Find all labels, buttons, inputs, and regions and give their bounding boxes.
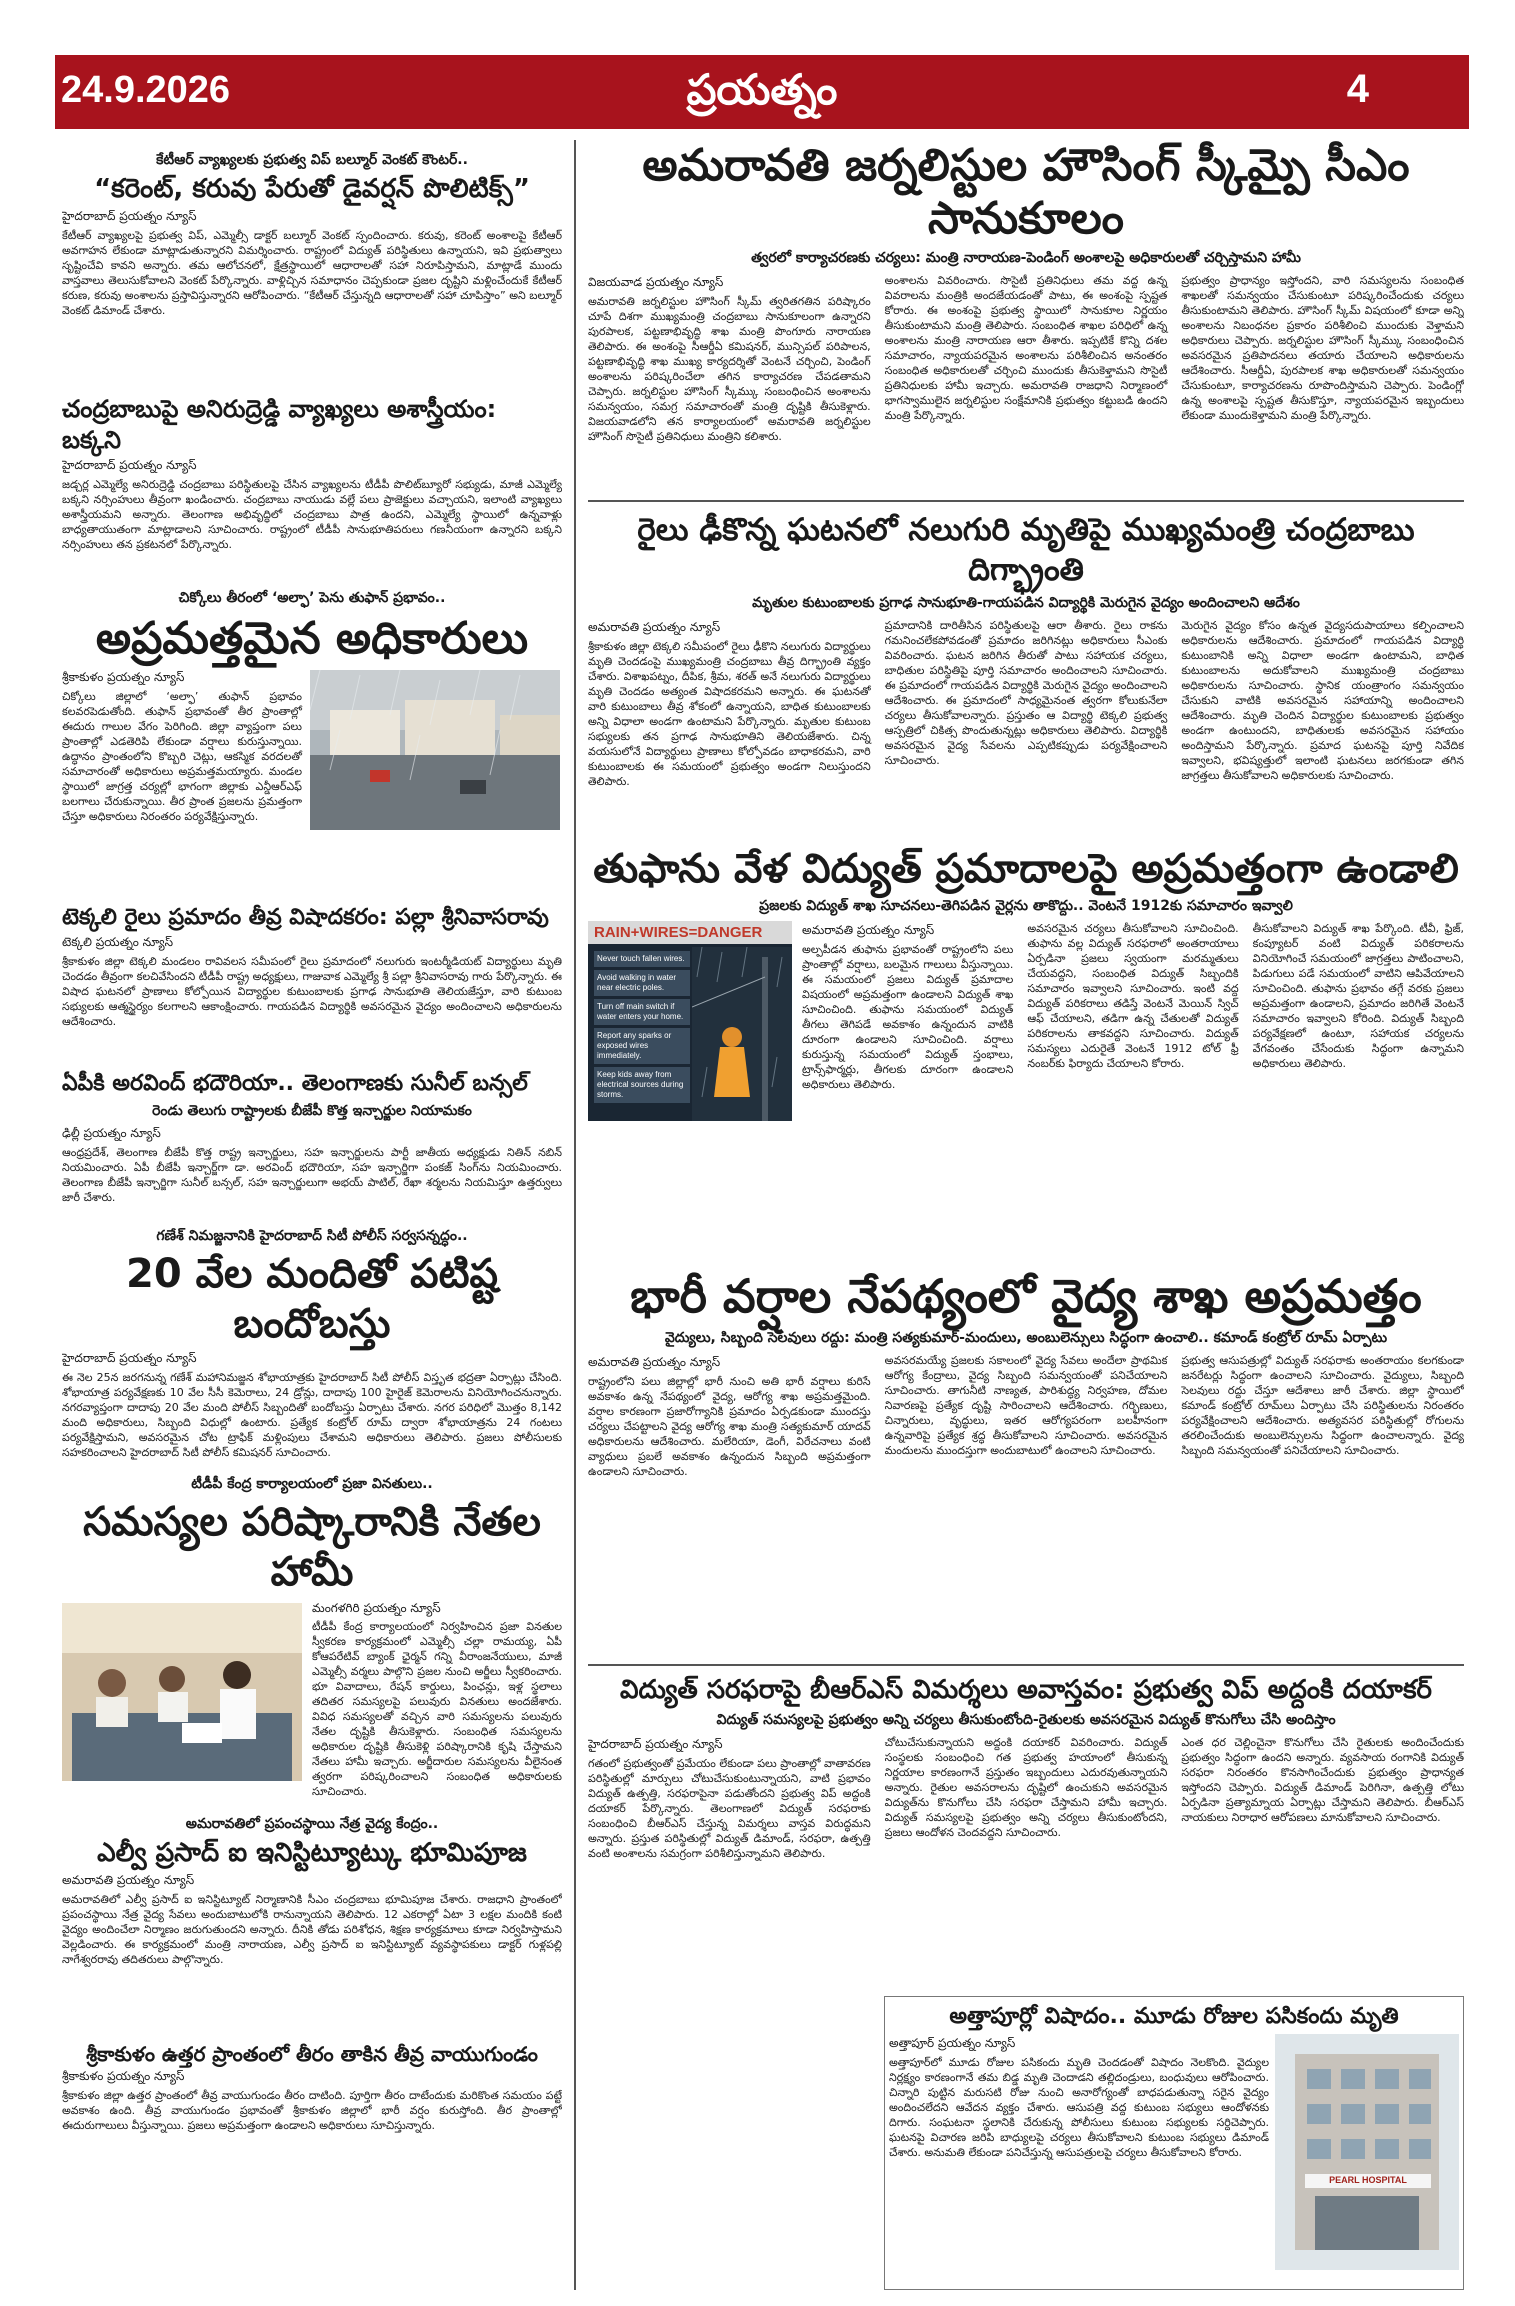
article-body-col3: తీసుకోవాలని విద్యుత్ శాఖ పేర్కొంది. టీవీ, ఫ్రిజ్, కంప్యూటర్ వంటి విద్యుత్ పరికరాలను వినియోగించే సమయంలో జాగ్రత్తలు పాటించాలని, పిడుగులు పడే సమయంలో వాటిని ఆపివేయాలని సూచించింది. తుఫాను ప్రభావం తగ్గే వరకు ప్రజలు అప్రమత్తంగా ఉండాలని, ప్రమాదం జరిగితే వెంటనే సమాచారం ఇవ్వాలని కోరింది. విద్యుత్ సిబ్బంది పర్యవేక్షణలో ఉంటూ, సహాయక చర్యలను వేగవంతం చేసేందుకు సిద్ధంగా ఉన్నామని అధికారులు తెలిపారు. bbox=[1252, 922, 1464, 1070]
article-headline: తుఫాను వేళ విద్యుత్ ప్రమాదాలపై అప్రమత్తంగా ఉండాలి bbox=[593, 846, 1459, 892]
article-dateline: టెక్కలి ప్రయత్నం న్యూస్ bbox=[62, 934, 174, 949]
article-bjp-incharges bbox=[62, 1068, 562, 1220]
article-kicker: గణేశ్ నిమజ్జనానికి హైదరాబాద్ సిటీ పోలీస్ సర్వసన్నద్ధం.. bbox=[156, 1228, 468, 1244]
issue-date: 24.9.2026 bbox=[61, 69, 231, 111]
article-kicker: టీడీపీ కేంద్ర కార్యాలయంలో ప్రజా వినతులు.. bbox=[191, 1476, 433, 1492]
article-dateline: హైదరాబాద్ ప్రయత్నం న్యూస్ bbox=[62, 208, 197, 223]
article-subheadline: మృతుల కుటుంబాలకు ప్రగాఢ సానుభూతి-గాయపడిన విద్యార్థికి మెరుగైన వైద్యం అందించాలని ఆదేశం bbox=[752, 594, 1300, 611]
article-body: జడ్చర్ల ఎమ్మెల్యే అనిరుద్రెడ్డి చంద్రబాబు పరిస్థితులపై చేసిన వ్యాఖ్యలను టీడీపీ పొలిట్‌బ్యూరో సభ్యుడు, మాజీ ఎమ్మెల్యే బక్కని నర్సింహులు తీవ్రంగా ఖండించారు. చంద్రబాబు నాయుడు వల్లే పలు ప్రాజెక్టులు వచ్చాయని, ఇలాంటి వ్యాఖ్యలు అశాస్త్రీయమని అన్నారు. తెలంగాణ అభివృద్ధిలో చంద్రబాబు పాత్ర ఉందని, ఎమ్మెల్యే స్థాయిలో ఉన్నవాళ్లు బాధ్యతాయుతంగా మాట్లాడాలని సూచించారు. రాష్ట్రంలో టీడీపీ సానుభూతిపరులు గణనీయంగా ఉన్నారని బక్కని నర్సింహులు తన ప్రకటనలో పేర్కొన్నారు. bbox=[62, 478, 562, 552]
article-headline: విద్యుత్ సరఫరాపై బీఆర్ఎస్ విమర్శలు అవాస్తవం: ప్రభుత్వ విప్ అద్దంకి దయాకర్ bbox=[620, 1675, 1432, 1705]
article-dateline: మంగళగిరి ప్రయత్నం న్యూస్ bbox=[312, 1601, 441, 1615]
infographic-title: RAIN+WIRES=DANGER bbox=[588, 921, 792, 944]
article-body: శ్రీకాకుళం జిల్లా టెక్కలి మండలం రావివలస సమీపంలో రైలు ప్రమాదంలో నలుగురు ఇంటర్మీడియట్ విద్యార్థులు మృతి చెందడం తీవ్రంగా కలచివేసిందని టీడీపీ రాష్ట్ర అధ్యక్షులు, గాజువాక ఎమ్మెల్యే శ్రీ పల్లా శ్రీనివాసరావు గారు పేర్కొన్నారు. ఈ విషాద ఘటనలో ప్రాణాలు కోల్పోయిన విద్యార్థుల కుటుంబాలకు ప్రగాఢ సానుభూతి తెలియజేస్తూ, వారి కుటుంబ సభ్యులకు ఆత్మస్థైర్యం కలగాలని ఆకాంక్షించారు. గాయపడిన విద్యార్థికి అవసరమైన వైద్యం అందించాలని అధికారులను ఆదేశించారు. bbox=[62, 954, 562, 1028]
article-dateline: అత్తాపూర్ ప్రయత్నం న్యూస్ bbox=[889, 2035, 1016, 2050]
section-divider bbox=[588, 1664, 1464, 1666]
article-body: చిక్కోలు జిల్లాలో ‘అల్ఫా’ తుఫాన్ ప్రభావం కలవరపెడుతోంది. తుఫాన్ ప్రభావంతో తీర ప్రాంతాల్లో ఈదురు గాలుల వేగం పెరిగింది. జిల్లా వ్యాప్తంగా పలు ప్రాంతాల్లో ఎడతెరిపి లేకుండా వర్షాలు కురుస్తున్నాయి. ఉద్ధానం ప్రాంతంలోని కొబ్బరి చెట్లు, ఆకస్మిక వరదలతో సమాచారంతో అధికారులు అప్రమత్తమయ్యారు. మండల స్థాయిలో జాగ్రత్త చర్యల్లో భాగంగా జిల్లాకు ఎన్డీఆర్ఎఫ్ బలగాలు చేరుకున్నాయి. తీర ప్రాంత ప్రజలను ప్రమత్తంగా చేస్తూ అధికారులు నిరంతరం పర్యవేక్షిస్తున్నారు. bbox=[62, 690, 302, 823]
page-number: 4 bbox=[1346, 67, 1369, 111]
article-body-col2: అవసరమైన చర్యలు తీసుకోవాలని సూచించింది. తుఫాను వల్ల విద్యుత్ సరఫరాలో అంతరాయాలు ఏర్పడినా ప్రజలు స్వయంగా మరమ్మతులు చేయవద్దని, సంబంధిత విద్యుత్ సిబ్బందికి సమాచారం ఇవ్వాలని సూచించారు. ఇంటి వద్ద విద్యుత్ పరికరాలు తడిస్తే వెంటనే మెయిన్ స్విచ్ ఆఫ్ చేయాలని, తడిగా ఉన్న చేతులతో విద్యుత్ పరికరాలను తాకవద్దని సూచించారు. విద్యుత్ సమస్యలు ఎదురైతే వెంటనే 1912 టోల్ ఫ్రీ నంబర్‌కు ఫిర్యాదు చేయాలని కోరారు. bbox=[1027, 922, 1239, 1070]
article-dateline: హైదరాబాద్ ప్రయత్నం న్యూస్ bbox=[62, 458, 197, 473]
article-headline: అత్తాపూర్లో విషాదం.. మూడు రోజుల పసికందు మృతి bbox=[949, 2004, 1399, 2029]
article-headline: చంద్రబాబుపై అనిరుద్రెడ్డి వ్యాఖ్యలు అశాస్త్రీయం: బక్కని bbox=[62, 395, 497, 455]
article-subheadline: విద్యుత్ సమస్యలపై ప్రభుత్వం అన్ని చర్యలు తీసుకుంటోంది-రైతులకు అవసరమైన విద్యుత్ కొనుగోలు చేసి అందిస్తాం bbox=[716, 1711, 1336, 1728]
article-body-col2: ప్రమాదానికి దారితీసిన పరిస్థితులపై ఆరా తీశారు. రైలు రాకను గమనించలేకపోవడంతో ప్రమాదం జరిగినట్లు అధికారులు సీఎంకు వివరించారు. ఘటన జరిగిన తీరుతో పాటు సహాయక చర్యలు, బాధితుల పరిస్థితిపై పూర్తి సమాచారం అందించాలని సూచించారు. ఈ ప్రమాదంలో గాయపడిన విద్యార్థికి మెరుగైన వైద్యం అందించాలని ఆదేశించారు. ఈ ప్రమాదంలో సాధ్యమైనంత త్వరగా కోలుకునేలా చర్యలు తీసుకోవాలన్నారు. ప్రస్తుతం ఆ విద్యార్థి టెక్కలి ప్రభుత్వ ఆస్పత్రిలో చికిత్స పొందుతున్నట్లు అధికారులు తెలిపారు. విద్యార్థికి అవసరమైన వైద్య సేవలను ఎప్పటికప్పుడు పర్యవేక్షించాలని సూచించారు. bbox=[884, 618, 1168, 767]
masthead-band bbox=[55, 55, 1469, 129]
article-headline: టెక్కలి రైలు ప్రమాదం తీవ్ర విషాదకరం: పల్లా శ్రీనివాసరావు bbox=[62, 905, 549, 930]
article-body: ఈ నెల 25న జరగనున్న గణేశ్ మహానిమజ్జన శోభాయాత్రకు హైదరాబాద్ సిటీ పోలీస్ విస్తృత భద్రతా ఏర్పాట్లు చేసింది. శోభాయాత్ర పర్యవేక్షణకు 10 వేల సీసీ కెమెరాలు, 24 డ్రోన్లు, దాదాపు 100 హైరైజ్ కెమెరాలను వినియోగించనున్నారు. నగరవ్యాప్తంగా దాదాపు 20 వేల మంది పోలీస్ సిబ్బందితో బందోబస్తు ఏర్పాటు చేశారు. నగర పరిధిలో మొత్తం 8,142 మంది అధికారులు, సిబ్బంది విధుల్లో ఉంటారు. ప్రత్యేక కంట్రోల్ రూమ్ ద్వారా శోభాయాత్రను 24 గంటలు పర్యవేక్షిస్తామని, అవసరమైన చోట ట్రాఫిక్ మళ్లింపులు చేశామని అధికారులు తెలిపారు. ప్రజలు పోలీసులకు సహకరించాలని హైదరాబాద్ సిటీ పోలీస్ కమిషనర్ సూచించారు. bbox=[62, 1371, 562, 1459]
article-dateline: విజయవాడ ప్రయత్నం న్యూస్ bbox=[588, 274, 724, 289]
infographic-tip: Report any sparks or exposed wires immediately. bbox=[594, 1028, 690, 1064]
article-body-col2: చోటుచేసుకున్నాయని అద్దంకి దయాకర్ వివరించారు. విద్యుత్ సంస్థలకు సంబంధించి గత ప్రభుత్వ హయాంలో తీసుకున్న నిర్ణయాల కారణంగానే ప్రస్తుతం ఇబ్బందులు ఎదురవుతున్నాయని అన్నారు. రైతుల అవసరాలను దృష్టిలో ఉంచుకుని అవసరమైన విద్యుత్‌ను కొనుగోలు చేసి సరఫరా చేస్తామని హామీ ఇచ్చారు. విద్యుత్ సమస్యలపై ప్రభుత్వం అన్ని చర్యలు తీసుకుంటోందని, ప్రజలు ఆందోళన చెందవద్దని సూచించారు. bbox=[884, 1735, 1168, 1839]
article-dateline: అమరావతి ప్రయత్నం న్యూస్ bbox=[588, 1354, 721, 1369]
article-body-col3: మెరుగైన వైద్యం కోసం ఉన్నత వైద్యసదుపాయాలు కల్పించాలని అధికారులను ఆదేశించారు. ప్రమాదంలో గాయపడిన విద్యార్థి కుటుంబానికి అన్ని విధాలా అండగా ఉంటామని, బాధిత కుటుంబాలను అదుకోవాలని ముఖ్యమంత్రి చంద్రబాబు అధికారులను సూచించారు. స్థానిక యంత్రాంగం సమన్వయం చేసుకుని వాటికి అవసరమైన సహాయాన్ని అందించాలని ఆదేశించారు. మృతి చెందిన విద్యార్థుల కుటుంబాలకు ప్రభుత్వం అండగా ఉంటుందని, బాధితులకు అవసరమైన సహాయం అందిస్తామని పేర్కొన్నారు. ప్రమాద ఘటనపై పూర్తి నివేదిక ఇవ్వాలని, భవిష్యత్తులో ఇలాంటి ఘటనలు జరగకుండా తగిన జాగ్రత్తలు తీసుకోవాలని అధికారులకు సూచించారు. bbox=[1181, 618, 1464, 782]
article-kicker: చిక్కోలు తీరంలో ‘అల్ఫా’ పెను తుఫాన్ ప్రభావం.. bbox=[178, 590, 446, 606]
masthead-title: ప్రయత్నం bbox=[686, 65, 838, 114]
article-headline: “కరెంట్, కరువు పేరుతో డైవర్షన్ పొలిటిక్స్” bbox=[94, 174, 530, 204]
article-headline: అప్రమత్తమైన అధికారులు bbox=[95, 613, 529, 664]
article-cyclone-alert bbox=[62, 588, 562, 898]
hospital-building-illustration bbox=[1275, 2034, 1459, 2270]
article-body-col2: అవసరమయ్యే ప్రజలకు సకాలంలో వైద్య సేవలు అందేలా ప్రాథమిక ఆరోగ్య కేంద్రాలు, వైద్య సిబ్బంది సమన్వయంతో పనిచేయాలని సూచించారు. తాగునీటి నాణ్యత, పారిశుద్ధ్య నిర్వహణ, దోమల నివారణపై ప్రత్యేక దృష్టి సారించాలని ఆదేశించారు. గర్భిణులు, చిన్నారులు, వృద్ధులు, ఇతర ఆరోగ్యపరంగా బలహీనంగా ఉన్నవారిపై ప్రత్యేక శ్రద్ధ తీసుకోవాలని సూచించారు. అవసరమైన మందులను ముందస్తుగా అందుబాటులో ఉంచాలని సూచించారు. bbox=[884, 1353, 1168, 1457]
section-divider bbox=[588, 500, 1464, 502]
article-headline: 20 వేల మందితో పటిష్ట బందోబస్తు bbox=[126, 1251, 498, 1347]
article-body-col1: అమరావతి జర్నలిస్టుల హౌసింగ్ స్కీమ్ త్వరితగతిన పరిష్కారం చూపే దిశగా ముఖ్యమంత్రి చంద్రబాబు సానుకూలంగా ఉన్నారని పురపాలక, పట్టణాభివృద్ధి శాఖ మంత్రి పొంగూరు నారాయణ తెలిపారు. ఈ అంశంపై సీఆర్డీఏ కమిషనర్, మున్సిపల్ పరిపాలన, పట్టణాభివృద్ధి శాఖ ముఖ్య కార్యదర్శితో వెంటనే చర్చించి, పెండింగ్ అంశాలను పరిష్కరించేలా తగిన కార్యాచరణ చేపడతామని చెప్పారు. జర్నలిస్టుల హౌసింగ్ స్కీమ్కు సంబంధించిన అంశాలను సమన్వయం, సమగ్ర సమాచారంతో మంత్రి దృష్టికి తీసుకెళ్లారు. విజయవాడలోని తన కార్యాలయంలో అమరావతి జర్నలిస్టుల హౌసింగ్ సొసైటీ ప్రతినిధులు మంత్రిని కలిశారు. bbox=[588, 294, 871, 443]
article-body-col1: గతంలో ప్రభుత్వంతో ప్రమేయం లేకుండా పలు ప్రాంతాల్లో వాతావరణ పరిస్థితుల్లో మార్పులు చోటుచేసుకుంటున్నాయని, వాటి ప్రభావం విద్యుత్ ఉత్పత్తి, సరఫరాపైనా పడుతోందని ప్రభుత్వ విప్ అద్దంకి దయాకర్ పేర్కొన్నారు. తెలంగాణలో విద్యుత్ సరఫరాకు సంబంధించి బీఆర్ఎస్ చేస్తున్న విమర్శలు వాస్తవ విరుద్ధమని అన్నారు. ప్రస్తుత పరిస్థితుల్లో విద్యుత్ డిమాండ్, సరఫరా, ఉత్పత్తి వంటి అంశాలను సమగ్రంగా పరిశీలిస్తున్నామని తెలిపారు. bbox=[588, 1756, 871, 1860]
article-ktr-counter bbox=[62, 150, 562, 390]
article-health-alert bbox=[588, 1266, 1464, 1658]
article-dateline: శ్రీకాకుళం ప్రయత్నం న్యూస్ bbox=[62, 2069, 185, 2083]
article-body: టీడీపీ కేంద్ర కార్యాలయంలో నిర్వహించిన ప్రజా వినతుల స్వీకరణ కార్యక్రమంలో ఎమ్మెల్సీ చల్లా రామయ్య, ఏపీ కోఆపరేటివ్ బ్యాంక్ ఛైర్మన్ గన్ని వీరాంజనేయులు, మాజీ ఎమ్మెల్సీ వర్మలు పాల్గొని ప్రజల నుంచి అర్జీలు స్వీకరించారు. భూ వివాదాలు, రేషన్ కార్డులు, పింఛన్లు, ఇళ్ల స్థలాలు తదితర సమస్యలపై పలువురు వినతులు అందజేశారు. వివిధ సమస్యలతో వచ్చిన వారి సమస్యలను పలువురు నేతల దృష్టికి తీసుకెళ్లారు. సంబంధిత సమస్యలను అధికారుల దృష్టికి తీసుకెళ్లి పరిష్కారానికి కృషి చేస్తామని నేతలు హామీ ఇచ్చారు. అర్జీదారుల సమస్యలను వీలైనంత త్వరగా పరిష్కరించాలని సంబంధిత అధికారులకు సూచించారు. bbox=[312, 1620, 562, 1798]
person-in-rain-illustration bbox=[692, 947, 792, 1121]
article-dateline: అమరావతి ప్రయత్నం న్యూస్ bbox=[588, 619, 721, 634]
article-headline: అమరావతి జర్నలిస్టుల హౌసింగ్ స్కీమ్పై సీఎం సానుకూలం bbox=[642, 140, 1410, 244]
article-headline: రైలు ఢీకొన్న ఘటనలో నలుగురి మృతిపై ముఖ్యమంత్రి చంద్రబాబు దిగ్భ్రాంతి bbox=[637, 512, 1415, 589]
article-body-col3: ప్రభుత్వ ఆసుపత్రుల్లో విద్యుత్ సరఫరాకు అంతరాయం కలగకుండా జనరేటర్లు సిద్ధంగా ఉంచాలని సూచించారు. వైద్యులు, సిబ్బంది సెలవులు రద్దు చేస్తూ ఆదేశాలు జారీ చేశారు. జిల్లా స్థాయిలో కమాండ్ కంట్రోల్ రూమ్‌లు ఏర్పాటు చేసి పరిస్థితులను నిరంతరం పర్యవేక్షించాలని ఆదేశించారు. అత్యవసర పరిస్థితుల్లో రోగులను తరలించేందుకు అంబులెన్సులను సిద్ధంగా ఉంచాలన్నారు. వైద్య సిబ్బంది సమన్వయంతో పనిచేయాలని సూచించారు. bbox=[1181, 1353, 1464, 1457]
article-subheadline: రెండు తెలుగు రాష్ట్రాలకు బీజేపీ కొత్త ఇన్చార్జుల నియామకం bbox=[152, 1102, 472, 1119]
article-headline: సమస్యల పరిష్కారానికి నేతల హామీ bbox=[83, 1499, 541, 1595]
rainy-street-photo bbox=[310, 670, 560, 830]
article-ganesh-security bbox=[62, 1226, 562, 1470]
article-dateline: అమరావతి ప్రయత్నం న్యూస్ bbox=[802, 923, 935, 937]
article-depression-landfall bbox=[62, 2040, 562, 2290]
column-divider bbox=[574, 140, 576, 2290]
petition-meeting-photo bbox=[62, 1603, 302, 1781]
article-headline: భారీ వర్షాల నేపథ్యంలో వైద్య శాఖ అప్రమత్తం bbox=[630, 1269, 1422, 1323]
article-attapur-infant bbox=[884, 1996, 1464, 2290]
article-tekkali-accident bbox=[62, 902, 562, 1062]
article-dateline: ఢిల్లీ ప్రయత్నం న్యూస్ bbox=[62, 1125, 161, 1140]
article-body: శ్రీకాకుళం జిల్లా ఉత్తర ప్రాంతంలో తీవ్ర వాయుగుండం తీరం దాటింది. పూర్తిగా తీరం దాటేందుకు మరికొంత సమయం పట్టే అవకాశం ఉంది. తీవ్ర వాయుగుండం ప్రభావంతో శ్రీకాకుళం జిల్లాలో భారీ వర్షం కురుస్తోంది. తీర ప్రాంతాల్లో ఈదురుగాలులు వీస్తున్నాయి. ప్రజలు అప్రమత్తంగా ఉండాలని అధికారులు సూచిస్తున్నారు. bbox=[62, 2089, 562, 2132]
article-kicker: కేటీఆర్ వ్యాఖ్యలకు ప్రభుత్వ విప్ బల్మూర్ వెంకట్ కౌంటర్.. bbox=[156, 152, 468, 168]
article-body-col1: శ్రీకాకుళం జిల్లా టెక్కలి సమీపంలో రైలు ఢీకొని నలుగురు విద్యార్థులు మృతి చెందడంపై ముఖ్యమంత్రి చంద్రబాబు తీవ్ర దిగ్భ్రాంతి వ్యక్తం చేశారు. విశాఖపట్నం, దీపిక, శ్రీమ, శరత్ అనే నలుగురు విద్యార్థులు మృతి చెందడం అత్యంత విషాదకరమని అన్నారు. ఈ ఘటనతో వారి కుటుంబాలు తీవ్ర శోకంలో ఉన్నాయని, బాధిత కుటుంబాలకు అన్ని విధాలా అండగా ఉంటామని పేర్కొన్నారు. మృతుల కుటుంబ సభ్యులకు తన ప్రగాఢ సానుభూతిని తెలియజేశారు. చిన్న వయసులోనే విద్యార్థులు ప్రాణాలు కోల్పోవడం బాధాకరమని, వారి కుటుంబాలకు ఈ సమయంలో ప్రభుత్వం అండగా నిలుస్తుందని తెలిపారు. bbox=[588, 639, 871, 788]
petition-meeting-illustration bbox=[62, 1603, 302, 1781]
article-dateline: హైదరాబాద్ ప్రయత్నం న్యూస్ bbox=[62, 1351, 197, 1365]
article-body: అత్తాపూర్‌లో మూడు రోజుల పసికందు మృతి చెందడంతో విషాదం నెలకొంది. వైద్యుల నిర్లక్ష్యం కారణంగానే తమ బిడ్డ మృతి చెందాడని తల్లిదండ్రులు, బంధువులు ఆరోపించారు. చిన్నారి పుట్టిన మరుసటి రోజు నుంచి అనారోగ్యంతో బాధపడుతున్నా సరైన వైద్యం అందించలేదని ఆవేదన వ్యక్తం చేశారు. ఆసుపత్రి వద్ద కుటుంబ సభ్యులు ఆందోళనకు దిగారు. సంఘటనా స్థలానికి చేరుకున్న పోలీసులు కుటుంబ సభ్యులకు సర్దిచెప్పారు. ఘటనపై విచారణ జరిపి బాధ్యులపై చర్యలు తీసుకోవాలని కుటుంబ సభ్యులు డిమాండ్ చేశారు. అనుమతి లేకుండా పనిచేస్తున్న ఆసుపత్రులపై చర్యలు తీసుకోవాలని కోరారు. bbox=[889, 2055, 1269, 2159]
hospital-sign: PEARL HOSPITAL bbox=[1329, 2174, 1407, 2185]
article-body-col2: అంశాలను వివరించారు. సొసైటీ ప్రతినిధులు తమ వద్ద ఉన్న వివరాలను మంత్రికి అందజేయడంతో పాటు, ఈ అంశంపై స్పష్టత కోరారు. ఈ అంశంపై ప్రభుత్వ స్థాయిలో సానుకూల నిర్ణయం తీసుకుంటామని మంత్రి తెలిపారు. సంబంధిత శాఖల పరిధిలో ఉన్న అంశాలను మంత్రి నారాయణ ఆరా తీశారు. ఇప్పటికే కొన్ని దశల సమాచారం, న్యాయపరమైన అంశాలను పరిశీలించిన అనంతరం సంబంధిత అధికారులతో చర్చించి ముందుకు తీసుకెళ్తామని సొసైటీ ప్రతినిధులకు హామీ ఇచ్చారు. అమరావతి రాజధాని నిర్మాణంలో భాగస్వాములైన జర్నలిస్టుల సంక్షేమానికి ప్రభుత్వం కట్టుబడి ఉందని మంత్రి పేర్కొన్నారు. bbox=[884, 273, 1168, 422]
article-kicker: అమరావతిలో ప్రపంచస్థాయి నేత్ర వైద్య కేంద్రం.. bbox=[185, 1816, 439, 1832]
article-dateline: అమరావతి ప్రయత్నం న్యూస్ bbox=[62, 1872, 195, 1887]
infographic-tip: Keep kids away from electrical sources during storms. bbox=[594, 1067, 690, 1103]
article-body: కేటీఆర్ వ్యాఖ్యలపై ప్రభుత్వ విప్, ఎమ్మెల్సీ డాక్టర్ బల్మూర్ వెంకట్ స్పందించారు. కరువు, కరెంట్ అంశాలపై కేటీఆర్ అవగాహన లేకుండా మాట్లాడుతున్నారని విమర్శించారు. రాష్ట్రంలో విద్యుత్ పరిస్థితులు ఉన్నాయని, ఇవి ప్రభుత్వాలు సృష్టించేవి కావని అన్నారు. తమ ఆలోచనలో, క్షేత్రస్థాయిలో ఆధారాలతో సహా నిరూపిస్తామని, మాట్లాడే ముందు వాస్తవాలు తెలుసుకోవాలని వెంకట్ పేర్కొన్నారు. వాళ్లిచ్చిన సమాధానం చెప్పకుండా ప్రజల దృష్టిని మళ్లించేందుకే కేటీఆర్ కరుణ, కరువు అంశాలను ప్రస్తావిస్తున్నారని ఆరోపించారు. “కేటీఆర్ చేస్తున్నది ఆధారాలతో సహా చూపిస్తాం” అని బల్మూర్ వెంకట్ డిమాండ్ చేశారు. bbox=[62, 228, 562, 317]
article-bakkani bbox=[62, 392, 562, 584]
article-body: ఆంధ్రప్రదేశ్, తెలంగాణ బీజేపీ కొత్త రాష్ట్ర ఇన్చార్జులు, సహ ఇన్చార్జులను పార్టీ జాతీయ అధ్యక్షుడు నితిన్ నబిన్ నియమించారు. ఏపీ బీజేపీ ఇన్చార్జ్‌గా డా. అరవింద్ భదౌరియా, సహ ఇన్చార్జిగా పంకజ్ సింగ్‌ను నియమించారు. తెలంగాణ బీజేపీ ఇన్చార్జిగా సునీల్ బన్సల్, సహ ఇన్చార్జులుగా అభయ్ పాటిల్, రేఖా శర్మలను నియమిస్తూ ఉత్తర్వులు జారీ చేశారు. bbox=[62, 1145, 562, 1204]
article-lv-prasad bbox=[62, 1814, 562, 2034]
article-subheadline: వైద్యులు, సిబ్బంది సెలవులు రద్దు: మంత్రి సత్యకుమార్-మందులు, అంబులెన్సులు సిద్ధంగా ఉంచాలి.. కమాండ్ కంట్రోల్ రూమ్ ఏర్పాటు bbox=[664, 1329, 1388, 1346]
infographic-tip: Avoid walking in water near electric poles. bbox=[594, 970, 690, 996]
rainy-street-illustration bbox=[310, 670, 560, 830]
article-cm-train-grief bbox=[588, 508, 1464, 838]
article-dateline: హైదరాబాద్ ప్రయత్నం న్యూస్ bbox=[588, 1736, 723, 1751]
article-subheadline: ప్రజలకు విద్యుత్ శాఖ సూచనలు-తెగిపడిన వైర్లను తాకొద్దు.. వెంటనే 1912కు సమాచారం ఇవ్వాలి bbox=[759, 898, 1293, 914]
article-tdp-petitions bbox=[62, 1474, 562, 1810]
article-dateline: శ్రీకాకుళం ప్రయత్నం న్యూస్ bbox=[62, 670, 185, 684]
infographic-tip: Never touch fallen wires. bbox=[594, 951, 690, 967]
article-headline: ఎల్వీ ప్రసాద్ ఐ ఇనిస్టిట్యూట్కు భూమిపూజ bbox=[97, 1838, 527, 1868]
article-power-safety bbox=[588, 842, 1464, 1262]
article-headline: శ్రీకాకుళం ఉత్తర ప్రాంతంలో తీరం తాకిన తీవ్ర వాయుగుండం bbox=[86, 2042, 538, 2066]
article-body-col3: ఎంత ధర చెల్లించైనా కొనుగోలు చేసి రైతులకు అందించేందుకు ప్రభుత్వం సిద్ధంగా ఉందని అన్నారు. వ్యవసాయ రంగానికి విద్యుత్ సరఫరా నిరంతరం కొనసాగించేందుకు ప్రభుత్వం ప్రాధాన్యత ఇస్తోందని చెప్పారు. విద్యుత్ డిమాండ్ పెరిగినా, ఉత్పత్తి లోటు ఏర్పడినా ప్రత్యామ్నాయ ఏర్పాట్లు చేస్తామని తెలిపారు. బీఆర్ఎస్ నాయకులు నిరాధార ఆరోపణలు మానుకోవాలని సూచించారు. bbox=[1181, 1735, 1464, 1824]
article-body: అమరావతిలో ఎల్వీ ప్రసాద్ ఐ ఇనిస్టిట్యూట్ నిర్మాణానికి సీఎం చంద్రబాబు భూమిపూజ చేశారు. రాజధాని ప్రాంతంలో ప్రపంచస్థాయి నేత్ర వైద్య సేవలు అందుబాటులోకి రానున్నాయని తెలిపారు. 12 ఎకరాల్లో ఏటా 3 లక్షల మందికి కంటి వైద్యం అందించేలా నిర్మాణం జరుగుతుందని అన్నారు. దీనికి తోడు పరిశోధన, శిక్షణ కార్యక్రమాలు కూడా నిర్వహిస్తామని వెల్లడించారు. ఈ కార్యక్రమంలో మంత్రి నారాయణ, ఎల్వీ ప్రసాద్ ఐ ఇనిస్టిట్యూట్ వ్యవస్థాపకులు డాక్టర్ గుళ్లపల్లి నాగేశ్వరరావు తదితరులు పాల్గొన్నారు. bbox=[62, 1892, 562, 1966]
infographic-tip: Turn off main switch if water enters your home. bbox=[594, 999, 690, 1025]
article-power-supply-brs bbox=[588, 1672, 1464, 1992]
article-body-col3: ప్రభుత్వం ప్రాధాన్యం ఇస్తోందని, వారి సమస్యలను సంబంధిత శాఖలతో సమన్వయం చేసుకుంటూ పరిష్కరించేందుకు చర్యలు తీసుకుంటామని తెలిపారు. హౌసింగ్ స్కీమ్ విషయంలో కూడా అన్ని అంశాలను నిబంధనల ప్రకారం పరిశీలించి ముందుకు వెళ్తామని అధికారులు చెప్పారు. జర్నలిస్టుల హౌసింగ్ స్కీమ్కు సంబంధించిన అవసరమైన ప్రతిపాదనలు తయారు చేయాలని అధికారులను ఆదేశించారు. సీఆర్డీఏ, పురపాలక శాఖ అధికారులతో సమన్వయం చేసుకుంటూ, కార్యాచరణను రూపొందిస్తామని చెప్పారు. పెండింగ్లో ఉన్న అంశాలపై స్పష్టత తీసుకొస్తూ, న్యాయపరమైన ఇబ్బందులు లేకుండా ముందుకెళ్తామని మంత్రి పేర్కొన్నారు. bbox=[1181, 273, 1464, 422]
article-headline: ఏపీకి అరవింద్ భదౌరియా.. తెలంగాణకు సునీల్ బన్సల్ bbox=[62, 1071, 528, 1096]
article-journalist-housing bbox=[588, 140, 1464, 488]
hospital-building-photo bbox=[1275, 2034, 1459, 2270]
rain-wires-danger-infographic bbox=[588, 921, 792, 1121]
article-body-col1: అల్పపీడన తుఫాను ప్రభావంతో రాష్ట్రంలోని పలు ప్రాంతాల్లో వర్షాలు, బలమైన గాలులు వీస్తున్నాయి. ఈ సమయంలో ప్రజలు విద్యుత్ ప్రమాదాల విషయంలో అప్రమత్తంగా ఉండాలని విద్యుత్ శాఖ సూచించింది. తుఫాను సమయంలో విద్యుత్ తీగలు తెగిపడే అవకాశం ఉన్నందున వాటికి దూరంగా ఉండాలని సూచించింది. వర్షాలు కురుస్తున్న సమయంలో విద్యుత్ స్తంభాలు, ట్రాన్స్‌ఫార్మర్లు, తీగలకు దూరంగా ఉండాలని అధికారులు తెలిపారు. bbox=[802, 943, 1014, 1091]
article-body-col1: రాష్ట్రంలోని పలు జిల్లాల్లో భారీ నుంచి అతి భారీ వర్షాలు కురిసే అవకాశం ఉన్న నేపథ్యంలో వైద్య, ఆరోగ్య శాఖ అప్రమత్తమైంది. వర్షాల కారణంగా ప్రజారోగ్యానికి ప్రమాదం ఏర్పడకుండా ముందస్తు చర్యలు చేపట్టాలని వైద్య ఆరోగ్య శాఖ మంత్రి సత్యకుమార్ యాదవ్ అధికారులను ఆదేశించారు. మలేరియా, డెంగీ, విరేచనాలు వంటి వ్యాధులు ప్రబలే అవకాశం ఉన్నందున సిబ్బంది అప్రమత్తంగా ఉండాలని సూచించారు. bbox=[588, 1374, 871, 1478]
article-subheadline: త్వరలో కార్యాచరణకు చర్యలు: మంత్రి నారాయణ-పెండింగ్ అంశాలపై అధికారులతో చర్చిస్తామని హామీ bbox=[751, 249, 1301, 266]
